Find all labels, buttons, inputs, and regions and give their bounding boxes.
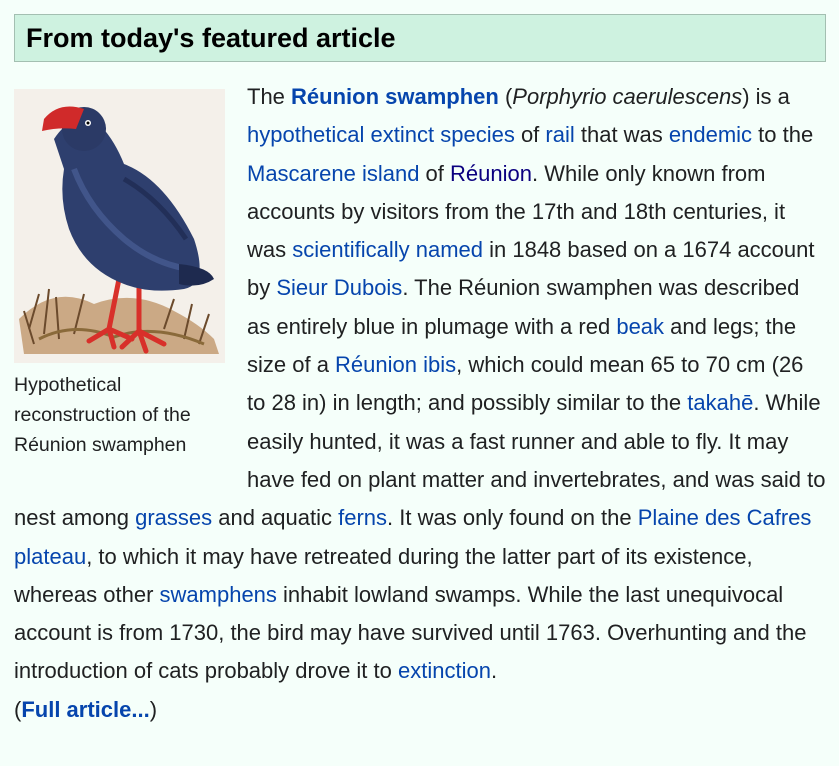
text-run: The bbox=[247, 84, 292, 109]
link-plaine-des-cafres[interactable]: Plaine des Cafres plateau bbox=[14, 505, 812, 569]
link-sieur-dubois[interactable]: Sieur Dubois bbox=[276, 275, 403, 301]
section-header bbox=[14, 14, 826, 62]
link-reunion[interactable]: Réunion bbox=[450, 160, 532, 186]
full-article-link[interactable]: Full article... bbox=[21, 696, 150, 722]
link-takahe[interactable]: takahē bbox=[687, 390, 754, 416]
text-run: inhabit lowland swamps. While the last unequivocal account is from 1730, the bird may have survived until 1763. Overhunting and the introduction of cats probably drove it to bbox=[14, 581, 807, 684]
section-title: From today's featured article bbox=[26, 23, 396, 53]
swamphen-illustration bbox=[14, 89, 225, 363]
text-run: and aquatic bbox=[212, 505, 339, 531]
text-run: . While only known from accounts by visitors from the 17th and 18th centuries, it was bbox=[247, 160, 786, 263]
link-hypothetical-extinct-species[interactable]: hypothetical extinct species bbox=[247, 122, 515, 148]
text-run: . It was only found on the bbox=[387, 505, 638, 531]
link-reunion-swamphen[interactable]: Réunion swamphen bbox=[291, 84, 499, 109]
text-run: ( bbox=[14, 696, 22, 722]
link-ferns[interactable]: ferns bbox=[338, 505, 388, 531]
text-run: , which could mean 65 to 70 cm (26 to 28 in) in length; and possibly similar to the bbox=[247, 352, 804, 416]
text-run: ( bbox=[498, 84, 513, 109]
text-run: . bbox=[490, 658, 498, 684]
text-run: . While easily hunted, it was a fast runner and able to fly. It may have fed on plant matter and invertebrates, and was said to nest among bbox=[14, 390, 826, 531]
text-run: , to which it may have retreated during the latter part of its existence, whereas other bbox=[14, 543, 753, 607]
link-endemic[interactable]: endemic bbox=[668, 122, 753, 148]
link-rail[interactable]: rail bbox=[545, 122, 575, 148]
link-mascarene-island[interactable]: Mascarene island bbox=[247, 160, 420, 186]
link-extinction[interactable]: extinction bbox=[398, 658, 491, 684]
scientific-name: Porphyrio caerulescens bbox=[512, 84, 743, 109]
text-run: in 1848 based on a 1674 account by bbox=[247, 237, 815, 301]
text-run: ) bbox=[149, 696, 158, 722]
text-run: and legs; the size of a bbox=[247, 313, 797, 378]
full-article-line bbox=[14, 691, 826, 729]
link-beak[interactable]: beak bbox=[616, 313, 665, 339]
swamphen-image[interactable] bbox=[14, 89, 225, 363]
text-run: to the bbox=[752, 122, 814, 148]
link-grasses[interactable]: grasses bbox=[135, 505, 213, 531]
text-run: that was bbox=[574, 122, 669, 148]
link-scientifically-named[interactable]: scientifically named bbox=[292, 237, 483, 263]
article-figure bbox=[14, 89, 226, 460]
link-reunion-ibis[interactable]: Réunion ibis bbox=[335, 352, 457, 378]
text-run: ) is a bbox=[742, 84, 790, 109]
text-run: . The Réunion swamphen was described as entirely blue in plumage with a red bbox=[247, 275, 800, 339]
text-run: of bbox=[514, 122, 546, 148]
text-run: of bbox=[419, 160, 451, 186]
figure-caption: Hypothetical reconstruction of the Réunion swamphen bbox=[14, 374, 191, 456]
link-swamphens[interactable]: swamphens bbox=[159, 581, 277, 607]
